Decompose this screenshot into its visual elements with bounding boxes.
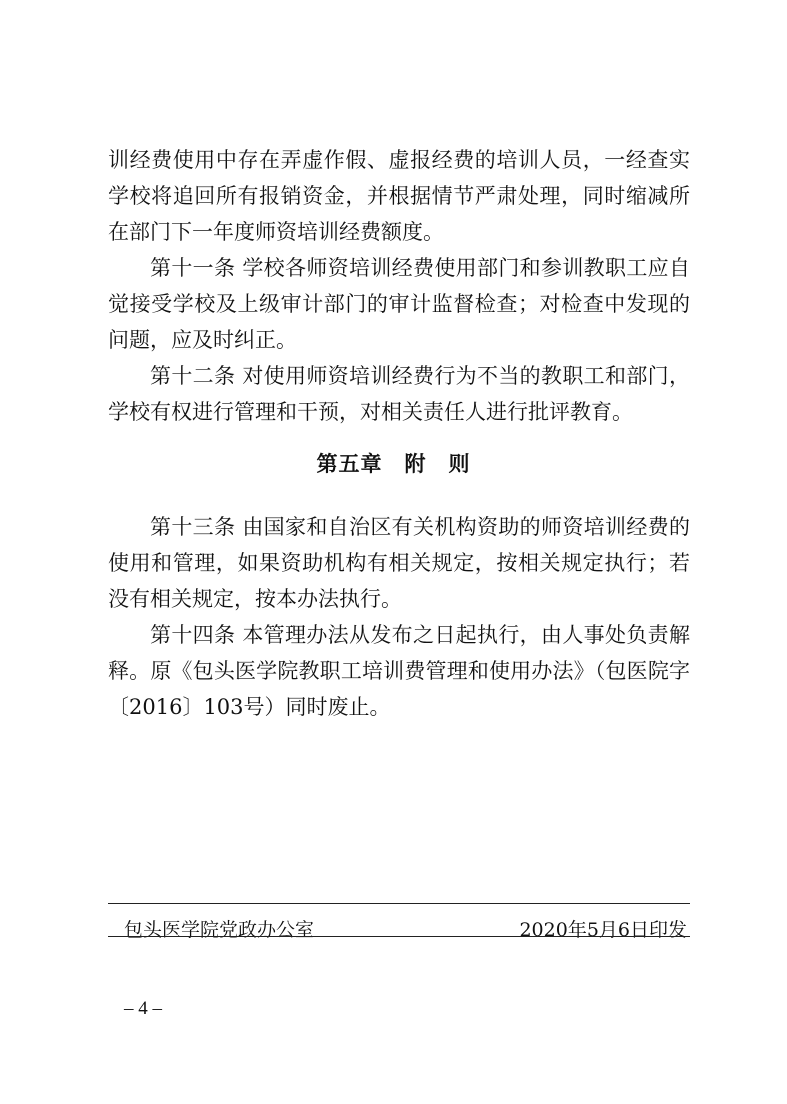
- article-13: 第十三条 由国家和自治区有关机构资助的师资培训经费的使用和管理，如果资助机构有相关规定，按相关规定执行；若没有相关规定，按本办法执行。: [108, 515, 690, 611]
- section-upper: [108, 142, 690, 430]
- article-11: 第十一条 学校各师资培训经费使用部门和参训教职工应自觉接受学校及上级审计部门的审计监督检查；对检查中发现的问题，应及时纠正。: [108, 256, 690, 352]
- footer-bottom-rule: [108, 936, 690, 937]
- footer-date: 2020年5月6日印发: [519, 919, 687, 941]
- article-12: 第十二条 对使用师资培训经费行为不当的教职工和部门，学校有权进行管理和干预，对相关责任人进行批评教育。: [108, 364, 690, 424]
- footer-issuer: 包头医学院党政办公室: [124, 919, 315, 941]
- footer-top-rule: [108, 903, 690, 904]
- page-number: – 4 –: [124, 998, 162, 1019]
- paragraph-continuation: 训经费使用中存在弄虚作假、虚报经费的培训人员，一经查实学校将追回所有报销资金，并根据情节严肃处理，同时缩减所在部门下一年度师资培训经费额度。: [108, 148, 690, 244]
- section-lower: [108, 509, 690, 725]
- chapter-title: 第五章 附 则: [316, 452, 471, 476]
- article-14: 第十四条 本管理办法从发布之日起执行，由人事处负责解释。原《包头医学院教职工培训费管理和使用办法》（包医院字〔2016〕103号）同时废止。: [108, 623, 690, 719]
